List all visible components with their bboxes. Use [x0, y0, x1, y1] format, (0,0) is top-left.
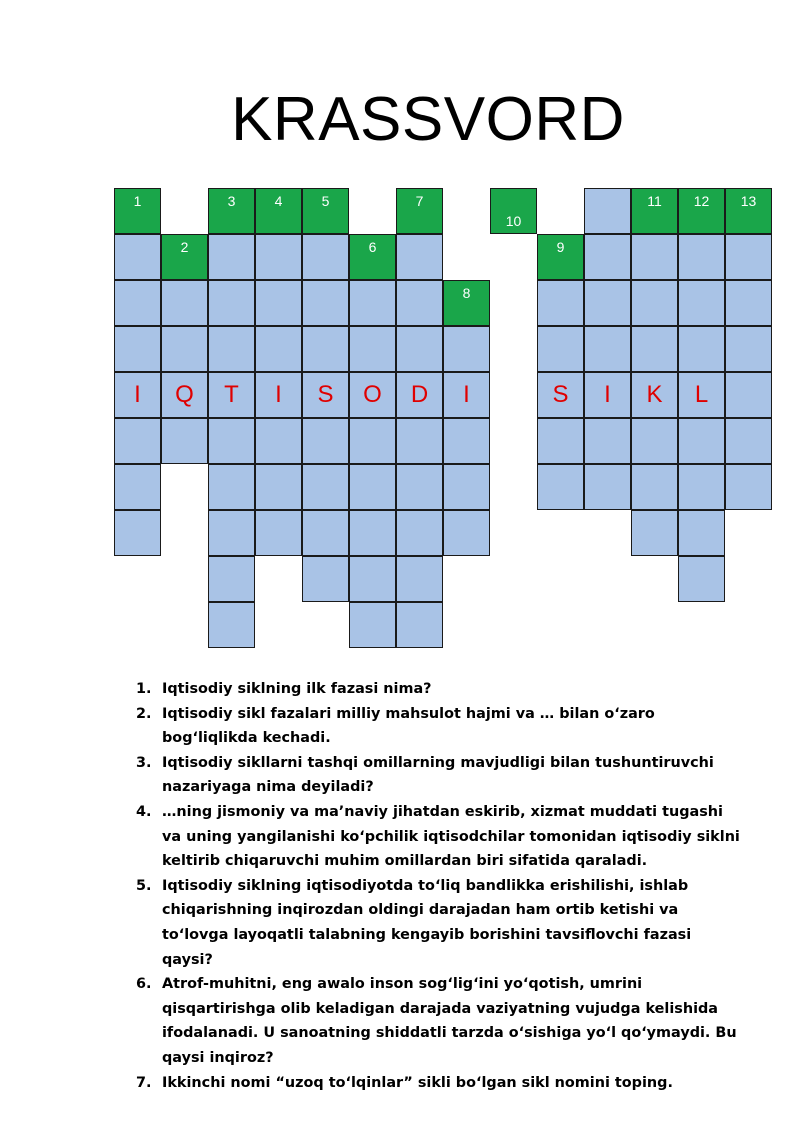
crossword-cell	[302, 234, 349, 280]
crossword-cell	[208, 326, 255, 372]
crossword-cell	[208, 280, 255, 326]
keyword-letter: I	[463, 381, 470, 408]
question-number: 5.	[136, 877, 152, 894]
question-text: Iqtisodiy siklning ilk fazasi nima?	[162, 681, 432, 697]
crossword-cell	[302, 464, 349, 510]
crossword-cell	[678, 326, 725, 372]
keyword-letter: S	[552, 381, 569, 408]
crossword-cell	[631, 418, 678, 464]
crossword-cell	[114, 418, 161, 464]
crossword-cell	[255, 234, 302, 280]
crossword-cell	[725, 372, 772, 418]
crossword-cell	[114, 372, 161, 418]
crossword-cell	[255, 326, 302, 372]
crossword-cell	[725, 234, 772, 280]
crossword-cell	[302, 326, 349, 372]
crossword-cell	[255, 418, 302, 464]
crossword-cell	[349, 418, 396, 464]
crossword-cell	[255, 188, 302, 234]
crossword-cell	[255, 464, 302, 510]
clue-number: 4	[274, 193, 283, 209]
crossword-cell	[208, 418, 255, 464]
crossword-cell	[678, 510, 725, 556]
question-text: Iqtisodiy sikl fazalari milliy mahsulot hajmi va … bilan oʻzaro bogʻliqlikda kechadi.	[162, 705, 655, 747]
crossword-cell	[208, 188, 255, 234]
clue-number: 8	[462, 285, 471, 301]
keyword-letter: I	[604, 381, 611, 408]
crossword-cell	[396, 464, 443, 510]
crossword-cell	[161, 372, 208, 418]
crossword-cell	[161, 234, 208, 280]
crossword-cell	[114, 188, 161, 234]
question-number: 2.	[136, 705, 152, 722]
question-item	[120, 1071, 740, 1096]
clue-number: 12	[693, 193, 710, 209]
keyword-letter: Q	[175, 381, 194, 408]
question-text: Iqtisodiy sikllarni tashqi omillarning mavjudligi bilan tushuntiruvchi nazariyaga nima deyiladi?	[162, 754, 714, 796]
crossword-cell	[302, 556, 349, 602]
crossword-cell	[725, 464, 772, 510]
crossword-cell	[584, 280, 631, 326]
crossword-cell	[584, 464, 631, 510]
keyword-letter: S	[317, 381, 334, 408]
crossword-cell	[678, 418, 725, 464]
crossword-cell	[349, 372, 396, 418]
crossword-cell	[208, 372, 255, 418]
question-item	[120, 800, 740, 874]
crossword-cell	[208, 602, 255, 648]
crossword-cell	[302, 280, 349, 326]
crossword-cell	[537, 326, 584, 372]
crossword-cell	[631, 280, 678, 326]
crossword-cell	[631, 372, 678, 418]
crossword-cell	[349, 326, 396, 372]
crossword-cell	[631, 326, 678, 372]
crossword-cell	[302, 510, 349, 556]
crossword-cell	[396, 188, 443, 234]
crossword-cell	[114, 510, 161, 556]
crossword-cell	[443, 418, 490, 464]
crossword-cell	[208, 464, 255, 510]
keyword-letter: L	[694, 381, 709, 408]
question-number: 1.	[136, 681, 152, 697]
crossword-cell	[678, 464, 725, 510]
crossword-cell	[631, 234, 678, 280]
crossword-cell	[725, 188, 772, 234]
crossword-cell	[255, 510, 302, 556]
crossword-cell	[443, 280, 490, 326]
crossword-cell	[349, 464, 396, 510]
crossword-cell	[631, 464, 678, 510]
crossword-cell	[396, 372, 443, 418]
question-item	[120, 702, 740, 751]
question-text: Ikkinchi nomi “uzoq toʻlqinlar” sikli boʻlgan sikl nomini toping.	[162, 1074, 673, 1091]
clue-number: 6	[368, 239, 377, 255]
crossword-cell	[537, 280, 584, 326]
crossword-cell	[584, 188, 631, 234]
clue-number: 10	[505, 213, 522, 229]
crossword-cell	[208, 510, 255, 556]
page-title: KRASSVORD	[231, 85, 625, 154]
crossword-cell	[725, 418, 772, 464]
question-number: 3.	[136, 754, 152, 771]
crossword-cell	[396, 510, 443, 556]
crossword-cell	[161, 280, 208, 326]
crossword-cell	[349, 234, 396, 280]
crossword-cell	[396, 602, 443, 648]
crossword-cell	[490, 188, 537, 234]
clue-number: 3	[227, 193, 236, 209]
question-text: Atrof-muhitni, eng awalo inson sogʻligʻini yoʻqotish, umrini qisqartirishga olib keladigan darajada vaziyatning vujudga kelishida ifodalanadi. U sanoatning shiddatli tarzda oʻsishiga yoʻl qoʻymaydi. Bu qaysi inqiroz?	[162, 976, 737, 1066]
crossword-cell	[443, 326, 490, 372]
crossword-cell	[114, 280, 161, 326]
crossword-cell	[631, 188, 678, 234]
crossword-cell	[443, 464, 490, 510]
question-number: 6.	[136, 976, 152, 993]
question-text: Iqtisodiy siklning iqtisodiyotda toʻliq bandlikka erishilishi, ishlab chiqarishning inqirozdan oldingi darajadan ham ortib ketishi va toʻlovga layoqatli talabning kengayib borishini tavsiflovchi fazasi qaysi?	[162, 877, 692, 968]
question-number: 7.	[136, 1074, 152, 1091]
crossword-cell	[678, 280, 725, 326]
crossword-cell	[725, 280, 772, 326]
question-number: 4.	[136, 803, 152, 820]
crossword-cell	[349, 556, 396, 602]
crossword-cell	[396, 234, 443, 280]
crossword-cell	[396, 556, 443, 602]
crossword-cell	[443, 510, 490, 556]
crossword-cell	[161, 326, 208, 372]
crossword-cell	[208, 556, 255, 602]
crossword-cell	[678, 372, 725, 418]
crossword-cell	[302, 188, 349, 234]
crossword-cell	[584, 234, 631, 280]
crossword-cell	[678, 556, 725, 602]
crossword-cell	[678, 234, 725, 280]
crossword-cell	[537, 418, 584, 464]
question-item	[120, 874, 740, 972]
crossword-cell	[208, 234, 255, 280]
clue-number: 13	[740, 193, 757, 209]
crossword-cell	[584, 372, 631, 418]
crossword-cell	[725, 326, 772, 372]
crossword-cell	[396, 280, 443, 326]
keyword-letter: D	[410, 381, 429, 408]
crossword-cell	[255, 372, 302, 418]
question-item	[120, 972, 740, 1070]
crossword-cell	[302, 372, 349, 418]
crossword-cell	[114, 464, 161, 510]
clue-number: 11	[647, 193, 662, 209]
crossword-cell	[443, 372, 490, 418]
keyword-letter: K	[646, 381, 663, 408]
question-item	[120, 677, 740, 702]
crossword-cell	[396, 418, 443, 464]
crossword-cell	[537, 464, 584, 510]
question-text: …ning jismoniy va maʼnaviy jihatdan eskirib, xizmat muddati tugashi va uning yangilanishi koʻpchilik iqtisodchilar tomonidan iqtisodiy siklni keltirib chiqaruvchi muhim omillardan biri sifatida qaraladi.	[162, 803, 740, 870]
question-list	[120, 677, 740, 1095]
crossword-cell	[114, 234, 161, 280]
crossword-cell	[631, 510, 678, 556]
clue-number: 9	[556, 239, 565, 255]
crossword-cell	[584, 326, 631, 372]
clue-number: 7	[415, 193, 424, 209]
crossword-cell	[678, 188, 725, 234]
question-item	[120, 751, 740, 800]
keyword-letter: O	[363, 381, 382, 408]
crossword-cell	[302, 418, 349, 464]
crossword-cell	[537, 234, 584, 280]
keyword-letter: I	[275, 381, 282, 408]
crossword-cell	[114, 326, 161, 372]
crossword-cell	[255, 280, 302, 326]
crossword-cell	[396, 326, 443, 372]
clue-number: 5	[321, 193, 330, 209]
crossword-cell	[537, 372, 584, 418]
clue-number: 2	[180, 239, 189, 255]
crossword-cell	[349, 510, 396, 556]
keyword-letter: I	[134, 381, 141, 408]
clue-number: 1	[133, 193, 142, 209]
crossword-cell	[349, 602, 396, 648]
crossword-cell	[161, 418, 208, 464]
keyword-letter: T	[224, 381, 239, 408]
crossword-cell	[584, 418, 631, 464]
crossword-cell	[349, 280, 396, 326]
